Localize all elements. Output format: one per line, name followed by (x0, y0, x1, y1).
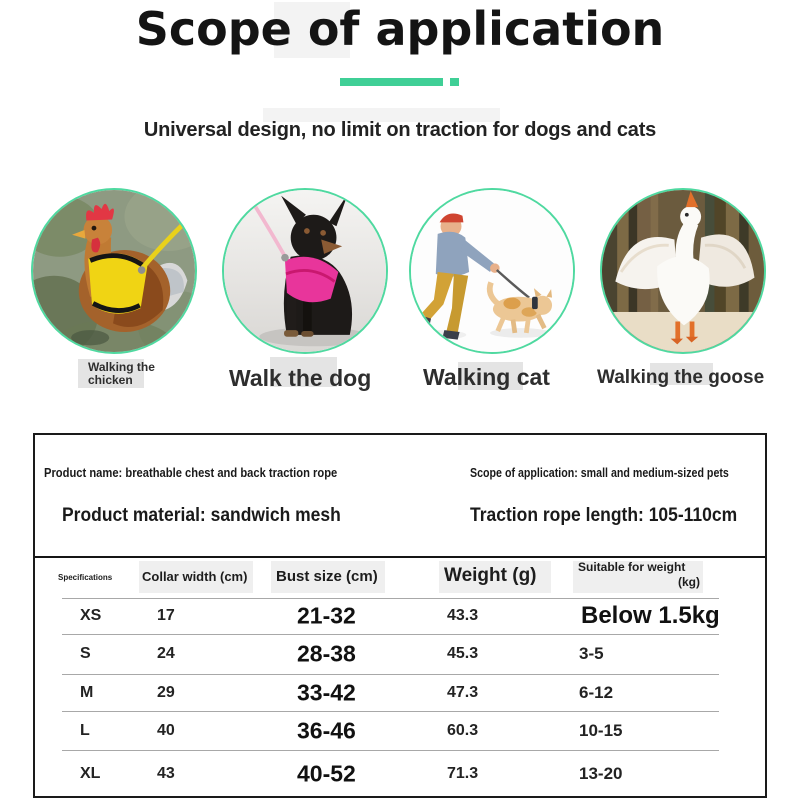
page-subtitle: Universal design, no limit on traction for dogs and cats (143, 119, 657, 141)
header-weight: Weight (g) (444, 565, 537, 586)
bust-cell: 21-32 (297, 602, 356, 629)
page-title: Scope of application (135, 2, 665, 56)
header-collar-width: Collar width (cm) (142, 569, 248, 584)
collar-cell: 24 (157, 645, 175, 662)
rooster-harness-illustration (33, 190, 195, 352)
table-row-m (35, 674, 765, 711)
table-row-l (35, 711, 765, 750)
size-cell: M (80, 683, 94, 701)
chicken-label: Walking the chicken (88, 360, 155, 387)
cat-walking-illustration (411, 190, 573, 352)
header-suitable-line1: Suitable for weight (578, 560, 686, 574)
cat-label: Walking cat (423, 364, 550, 390)
dog-harness-illustration (224, 190, 386, 352)
suitable-cell: 6-12 (579, 682, 614, 702)
chicken-photo (31, 188, 197, 354)
bust-cell: 36-46 (297, 717, 356, 743)
rope-length-text: Traction rope length: 105-110cm (470, 505, 738, 526)
size-cell: S (80, 645, 91, 662)
title-underline-dot (450, 78, 459, 86)
header-specifications: Specifications (58, 573, 113, 582)
collar-cell: 40 (157, 721, 175, 739)
spec-table (33, 433, 767, 798)
bust-cell: 40-52 (297, 760, 356, 787)
dog-photo (222, 188, 388, 354)
goose-illustration (602, 190, 764, 352)
table-row-xl (35, 750, 765, 798)
suitable-cell: 13-20 (579, 764, 623, 783)
spec-header-row (35, 556, 765, 598)
weight-cell: 60.3 (447, 721, 479, 739)
dog-label: Walk the dog (229, 365, 372, 391)
size-cell: XS (80, 607, 102, 624)
collar-cell: 43 (157, 765, 175, 782)
weight-cell: 71.3 (447, 765, 479, 782)
goose-photo (600, 188, 766, 354)
header-suitable-weight (578, 560, 700, 590)
weight-cell: 47.3 (447, 683, 479, 701)
size-cell: L (80, 721, 90, 739)
suitable-cell: 3-5 (579, 644, 604, 663)
weight-cell: 43.3 (447, 607, 479, 624)
table-row-s (35, 634, 765, 674)
header-suitable-line2: (kg) (678, 575, 700, 589)
goose-label: Walking the goose (597, 367, 765, 388)
collar-cell: 29 (157, 683, 175, 701)
suitable-cell: 10-15 (579, 720, 623, 740)
weight-cell: 45.3 (447, 645, 479, 662)
header-bust-size: Bust size (cm) (276, 568, 378, 585)
bust-cell: 33-42 (297, 679, 356, 705)
size-cell: XL (80, 765, 101, 782)
cat-photo (409, 188, 575, 354)
collar-cell: 17 (157, 607, 175, 624)
product-material-text: Product material: sandwich mesh (62, 505, 341, 526)
product-name-text: Product name: breathable chest and back traction rope (44, 465, 338, 480)
suitable-cell: Below 1.5kg (581, 602, 720, 629)
title-underline-bar (340, 78, 443, 86)
table-row-xs (35, 598, 765, 634)
application-scope-text: Scope of application: small and medium-sized pets (470, 465, 729, 480)
bust-cell: 28-38 (297, 640, 356, 667)
